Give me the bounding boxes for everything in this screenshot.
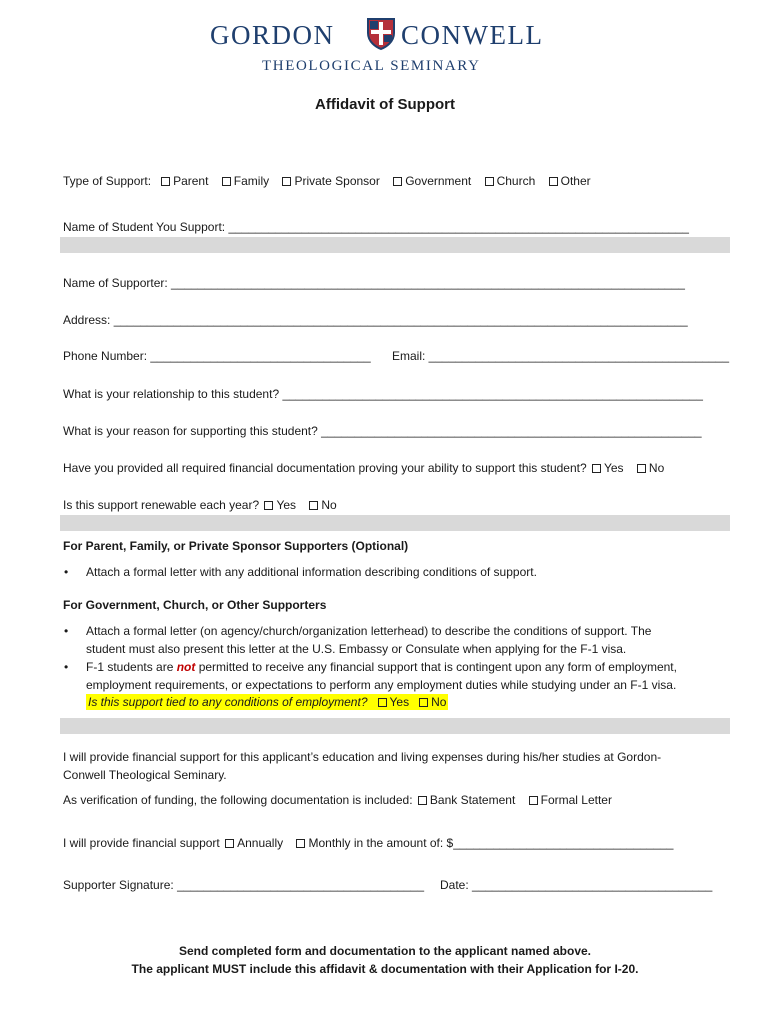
page-title: Affidavit of Support xyxy=(315,96,455,113)
support-type-label: Type of Support: xyxy=(63,174,152,188)
renewable-question-text: Is this support renewable each year? xyxy=(63,498,260,512)
logo-gordon: GORDON xyxy=(210,20,335,50)
section2-bullet2-line2: employment requirements, or expectations to perform any employment duties while studying under an F-1 visa. xyxy=(86,678,677,692)
verification-label: As verification of funding, the following documentation is included: xyxy=(63,793,413,807)
formal-letter-label: Formal Letter xyxy=(540,793,612,807)
bullet-icon: • xyxy=(64,624,69,638)
support-type-row xyxy=(63,174,601,188)
section-divider xyxy=(60,515,730,531)
checkbox-annually[interactable] xyxy=(225,839,234,848)
checkbox-renewable-yes[interactable] xyxy=(264,501,273,510)
no-label: No xyxy=(321,498,337,512)
section-divider xyxy=(60,237,730,253)
section2-bullet1-line2: student must also present this letter at the U.S. Embassy or Consulate when applying for the F-1 visa. xyxy=(86,642,627,656)
no-label: No xyxy=(431,695,447,709)
section1-bullet: Attach a formal letter with any additional information describing conditions of support. xyxy=(86,565,537,579)
bullet-icon: • xyxy=(64,565,69,579)
checkbox-parent[interactable] xyxy=(161,177,170,186)
checkbox-employment-yes[interactable] xyxy=(378,698,387,707)
checkbox-documentation-yes[interactable] xyxy=(592,464,601,473)
checkbox-other[interactable] xyxy=(549,177,558,186)
date-field[interactable]: Date: ____________________________________ xyxy=(440,878,713,892)
yes-label: Yes xyxy=(389,695,410,709)
section2-bullet1-line1: Attach a formal letter (on agency/church/organization letterhead) to describe the conditions of support. The xyxy=(86,624,652,638)
checkbox-government[interactable] xyxy=(393,177,402,186)
option-other: Other xyxy=(560,174,591,188)
signature-field[interactable]: Supporter Signature: _____________________________________ xyxy=(63,878,425,892)
renewable-question xyxy=(63,498,337,512)
student-name-field[interactable]: Name of Student You Support: _____________________________________________________________________ xyxy=(63,220,689,234)
section2-bullet2-line1 xyxy=(86,660,677,674)
email-field[interactable]: Email: _____________________________________________ xyxy=(392,349,729,363)
bullet2-pre: F-1 students are xyxy=(86,660,177,674)
documentation-question-text: Have you provided all required financial documentation proving your ability to support this student? xyxy=(63,461,587,475)
section1-heading: For Parent, Family, or Private Sponsor Supporters (Optional) xyxy=(63,539,409,553)
supporter-name-field[interactable]: Name of Supporter: _____________________________________________________________________________ xyxy=(63,276,685,290)
checkbox-renewable-no[interactable] xyxy=(309,501,318,510)
section2-heading: For Government, Church, or Other Supporters xyxy=(63,598,327,612)
option-parent: Parent xyxy=(173,174,209,188)
logo-subtitle: THEOLOGICAL SEMINARY xyxy=(262,58,481,74)
address-field[interactable]: Address: ______________________________________________________________________________________ xyxy=(63,313,688,327)
checkbox-private-sponsor[interactable] xyxy=(282,177,291,186)
employment-condition-question xyxy=(86,694,448,710)
bullet-icon: • xyxy=(64,660,69,674)
checkbox-formal-letter[interactable] xyxy=(529,796,538,805)
yes-label: Yes xyxy=(603,461,624,475)
checkbox-family[interactable] xyxy=(222,177,231,186)
monthly-amount-field[interactable]: Monthly in the amount of: $_________________________________ xyxy=(308,836,674,850)
phone-field[interactable]: Phone Number: _________________________________ xyxy=(63,349,371,363)
checkbox-bank-statement[interactable] xyxy=(418,796,427,805)
checkbox-church[interactable] xyxy=(485,177,494,186)
commitment-line1: I will provide financial support for this applicant’s education and living expenses during his/her studies at Gordon- xyxy=(63,750,662,764)
bullet2-post: permitted to receive any financial support that is contingent upon any form of employment, xyxy=(195,660,677,674)
frequency-row xyxy=(63,836,673,850)
no-label: No xyxy=(648,461,665,475)
option-government: Government xyxy=(405,174,472,188)
frequency-label: I will provide financial support xyxy=(63,836,220,850)
reason-field[interactable]: What is your reason for supporting this student? _________________________________________________________ xyxy=(63,424,702,438)
option-private-sponsor: Private Sponsor xyxy=(294,174,380,188)
checkbox-documentation-no[interactable] xyxy=(637,464,646,473)
checkbox-monthly[interactable] xyxy=(296,839,305,848)
bank-statement-label: Bank Statement xyxy=(429,793,516,807)
yes-label: Yes xyxy=(276,498,297,512)
verification-row xyxy=(63,793,612,807)
bullet2-not: not xyxy=(176,660,196,674)
footer-line2: The applicant MUST include this affidavit & documentation with their Application for I-20. xyxy=(131,962,639,976)
shield-icon xyxy=(366,17,396,51)
logo-conwell: CONWELL xyxy=(401,20,544,50)
checkbox-employment-no[interactable] xyxy=(419,698,428,707)
annually-label: Annually xyxy=(237,836,284,850)
relationship-field[interactable]: What is your relationship to this student? _______________________________________________________________ xyxy=(63,387,703,401)
option-church: Church xyxy=(496,174,536,188)
employment-question-text: Is this support tied to any conditions of employment? xyxy=(88,695,368,709)
section-divider xyxy=(60,718,730,734)
option-family: Family xyxy=(233,174,270,188)
documentation-question xyxy=(63,461,664,475)
commitment-line2: Conwell Theological Seminary. xyxy=(63,768,227,782)
footer-line1: Send completed form and documentation to the applicant named above. xyxy=(178,944,592,958)
